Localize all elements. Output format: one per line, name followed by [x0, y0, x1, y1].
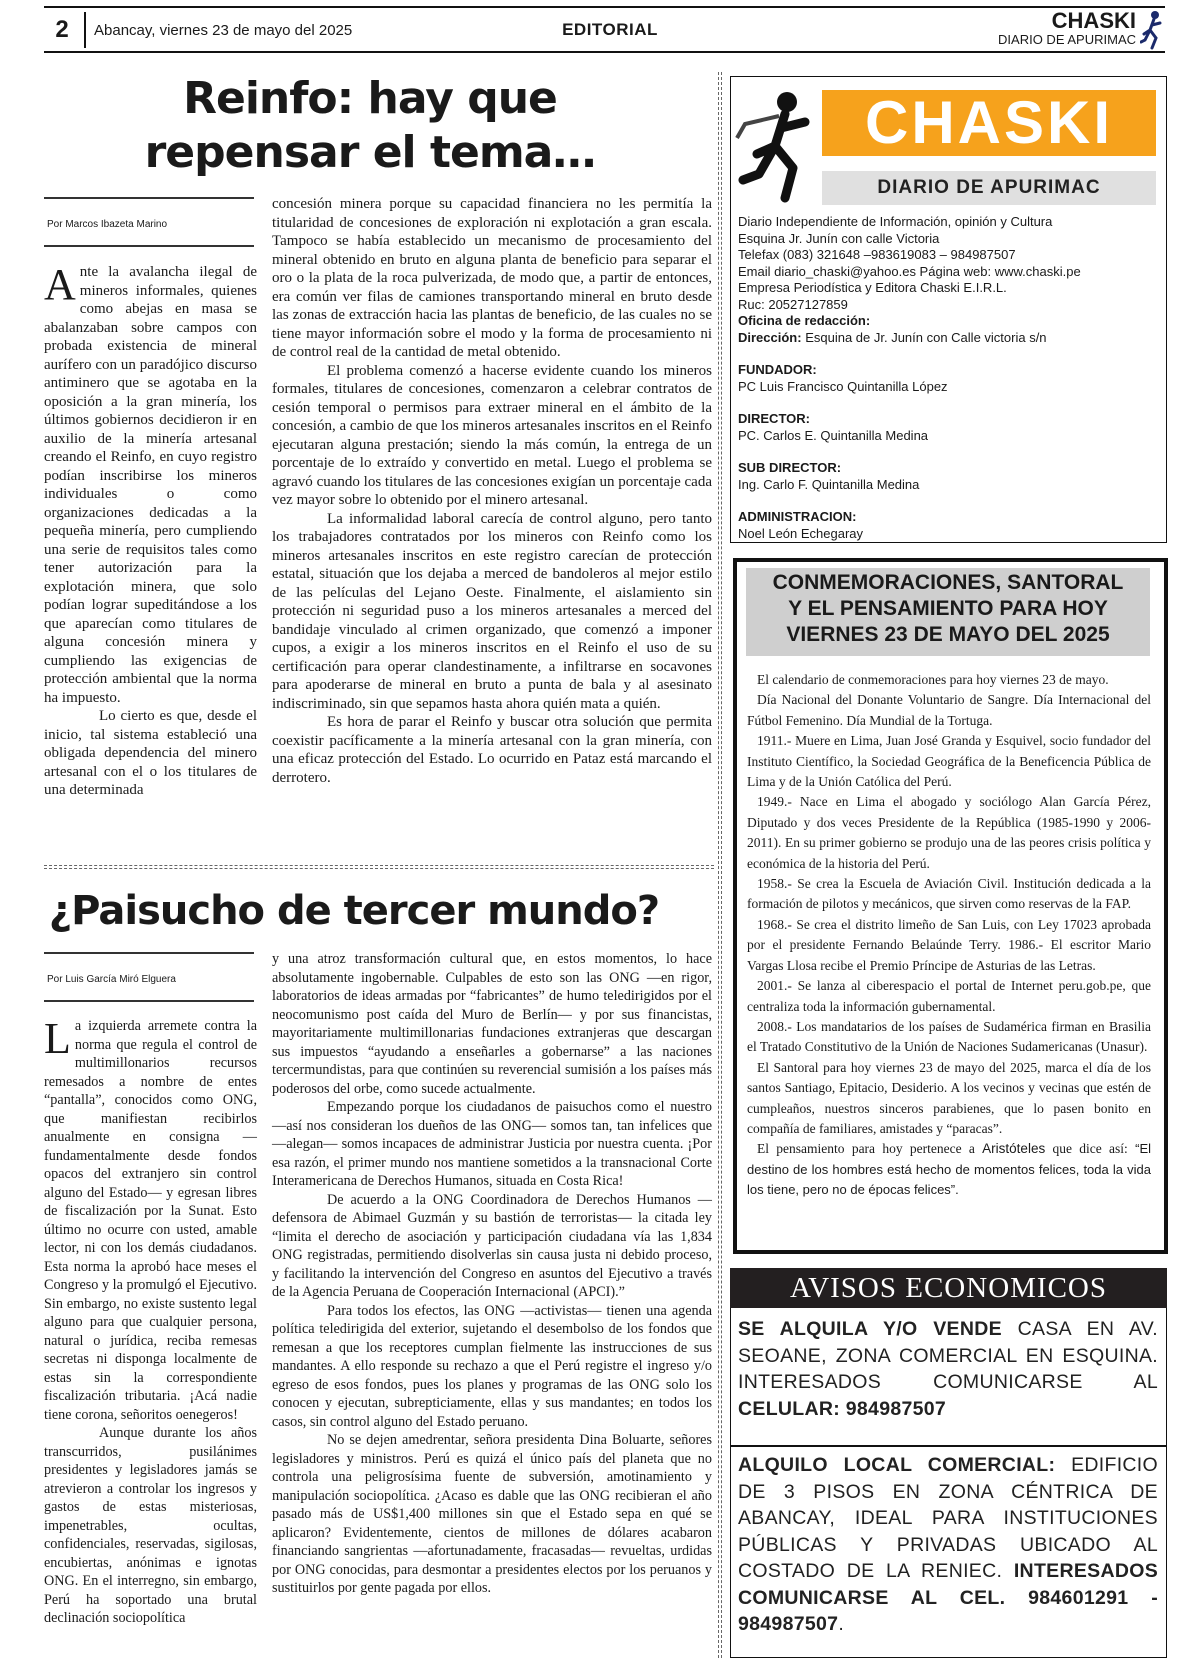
article2-headline: ¿Paisucho de tercer mundo? [48, 888, 660, 934]
conmemoracion-item: 1968.- Se crea el distrito limeño de San Luis, con Ley 17023 aprobada por el presidente Fernando Belaúnde Terry. 1986.- El escritor Mario Vargas Llosa recibe el Premio Príncipe de Asturias de las Letras. [747, 916, 1151, 973]
masthead-fundador-label: FUNDADOR: [738, 362, 817, 377]
avisos-title: AVISOS ECONOMICOS [730, 1268, 1167, 1308]
pensamiento [747, 1139, 1151, 1200]
article1-para: El problema comenzó a hacerse evidente cuando los mineros formales, titulares de concesiones, comenzaron a celebrar contratos de cesión temporal o permisos para extraer mineral en el ámbito de la concesión, a cambio de que los mineros artesanales inscritos en el Reinfo ejecutaran alguna prestación; siendo la más común, la entrega de un porcentaje de lo extraído y convertido en metal. Luego el problema se agravó cuando los titulares de las concesiones exigían un porcentaje cada vez mayor sobre lo obtenido por el minero artesanal. [272, 362, 712, 508]
conmemoraciones-title-line1: CONMEMORACIONES, SANTORAL [772, 571, 1124, 594]
aviso-2-end: . [838, 1613, 845, 1635]
header-bottom-rule [44, 51, 1165, 53]
masthead-info [738, 214, 1163, 542]
masthead-subdirector-value: Ing. Carlo F. Quintanilla Medina [738, 476, 920, 492]
article1-para: La informalidad laboral carecía de control alguno, pero tanto los trabajadores contratados por los mineros con Reinfo como los mineros artesanales inscritos en este registro carecían de protección estatal, situación que los dejaba a merced de bandoleros al mejor estilo de las películas del Lejano Oeste. Finalmente, el aislamiento sin protección ni seguridad puso a los mineros artesanales a merced del bandidaje vinculado al crimen organizado, que comenzó a imponer cupos, a exigir a los mineros inscritos en el Reinfo el uso de su certificación para operar clandestinamente, a infiltrarse en socavones para apoderarse de mineral en bruto a punta de bala y al asesinato indiscriminado, sin que sepamos hasta ahora quién mata a quién. [272, 510, 712, 712]
article1-column1 [44, 260, 257, 800]
header-divider [84, 12, 86, 48]
conmemoracion-item: 2008.- Los mandatarios de los países de Sudamérica firman en Brasilia el Tratado Constitutivo de la Unión de Naciones Sudamericanas (Unasur). [747, 1018, 1151, 1055]
masthead-line: Ruc: 20527127859 [738, 296, 848, 312]
aviso-2-heading: ALQUILO LOCAL COMERCIAL: [738, 1454, 1056, 1476]
masthead-line: Esquina Jr. Junín con calle Victoria [738, 230, 940, 246]
aviso-2-phone: INTERESADOS COMUNICARSE AL CEL. 984601291 - 984987507 [738, 1560, 1158, 1635]
aviso-2-text: EDIFICIO DE 3 PISOS EN ZONA CÉNTRICA DE ABANCAY, IDEAL PARA INSTITUCIONES PÚBLICAS Y PRIVADAS UBICADO AL COSTADO DE LA RENIEC. [738, 1454, 1158, 1582]
conmemoracion-item: 1911.- Muere en Lima, Juan José Granda y Esquivel, socio fundador del Instituto Científico, la Sociedad Geográfica de la Beneficencia Pública de Lima y de la Unión Católica del Perú. [747, 733, 1151, 790]
article2-byline: Por Luis García Miró Elguera [47, 974, 176, 985]
article2-dropcap: L [44, 1014, 71, 1063]
article2-column1 [44, 1014, 257, 1628]
masthead-logo-sub: DIARIO DE APURIMAC [822, 171, 1156, 205]
article2-column2 [272, 950, 712, 1598]
header-section: EDITORIAL [562, 20, 658, 39]
article2-para: De acuerdo a la ONG Coordinadora de Derechos Humanos —defensora de Abimael Guzmán y su bastión de terroristas— la citada ley “limita el derecho de asociación y participación ciudadana vía las 1,834 ONG registradas, permitiendo disolverlas sin causa justa ni debido proceso, y facilitando la intervención del Congreso en asuntos del Ejecutivo a través de la Agencia Peruana de Cooperación Internacional (APCI).” [272, 1191, 712, 1300]
conmemoracion-item: Día Nacional del Donante Voluntario de Sangre. Día Internacional del Fútbol Femenino. Día Mundial de la Tortuga. [747, 692, 1151, 728]
byline-rule-bottom [44, 245, 254, 247]
conmemoraciones-title-line2: Y EL PENSAMIENTO PARA HOY [788, 597, 1108, 620]
pensamiento-intro: El pensamiento para hoy pertenece a [757, 1141, 983, 1157]
header-date: Abancay, viernes 23 de mayo del 2025 [94, 22, 353, 39]
article1-dropcap: A [44, 260, 76, 309]
page-number: 2 [55, 16, 69, 43]
article-separator [44, 865, 714, 869]
byline-rule-top [44, 197, 254, 199]
article2-para-text: a izquierda arremete contra la norma que regula el control de multimillonarios recursos remesados a nombre de entes “pantalla”, conocidos como ONG, que manifiestan recibirlos anualmente en consigna —fundamentalmente desde fondos opacos del extranjero sin control alguno del Estado— y egresan libres de fiscalización por la Sunat. Esto último no ocurre con usted, amable lector, ni con los demás ciudadanos. Esta norma la aprobó hace meses el Congreso y la promulgó el Ejecutivo. Sin embargo, no existe sustento legal alguno para que cualquier persona, natural o jurídica, reciba remesas secretas ni disponga localmente de estas sin la correspondiente fiscalización tributaria. ¡Acá nadie tiene corona, señoritos oenegeros! [44, 1018, 257, 1423]
article1-column2 [272, 195, 712, 787]
article2-para [44, 1014, 257, 1424]
masthead-line: Email diario_chaski@yahoo.es Página web: www.chaski.pe [738, 263, 1081, 279]
aviso-1-phone: CELULAR: 984987507 [738, 1397, 947, 1420]
conmemoracion-item: El Santoral para hoy viernes 23 de mayo del 2025, marca el día de los santos Santiago, Epitacio, Desiderio. A los vecinos y vecinas que estén de cumpleaños, nuestros sinceros parabienes, que lo pasen bonito en compañía de familiares, amistades y “paracas”. [747, 1059, 1151, 1136]
masthead-director-label: DIRECTOR: [738, 411, 810, 426]
masthead-director-value: PC. Carlos E. Quintanilla Medina [738, 427, 929, 443]
header-top-rule [44, 6, 1165, 8]
byline-rule-bottom [44, 1000, 254, 1002]
masthead-line: Empresa Periodística y Editora Chaski E.I.R.L. [738, 280, 1007, 295]
conmemoraciones-body [747, 670, 1151, 1201]
article2-para: y una atroz transformación cultural que, en estos momentos, lo hace absolutamente ingobernable. Culpables de esto son las ONG —en rigor, laboratorios de ideas armadas por “fabricantes” de humo teledirigidos por el neocomunismo post caída del Muro de Berlín— y por sus financistas, mayoritariamente multimillonarias fundaciones extranjeras que descargan sus impuestos “ayudando a enseñarles a gobernarse” a las naciones tercermundistas, para que continúen su reverencial sumisión a los países más poderosos del orbe, como sucede actualmente. [272, 951, 712, 1097]
pensamiento-mid: que dice así: [1045, 1141, 1136, 1157]
article1-headline-line2: repensar el tema… [144, 127, 596, 178]
masthead-line: Diario Independiente de Información, opinión y Cultura [738, 214, 1053, 229]
article1-para: Lo cierto es que, desde el inicio, tal sistema estableció una obligada dependencia del minero artesanal con el o los titulares de una determinada [44, 708, 257, 798]
runner-logo-icon [735, 88, 825, 206]
runner-logo-icon [1140, 10, 1166, 50]
article1-headline [90, 72, 650, 180]
masthead-oficina-label: Oficina de redacción: [738, 313, 871, 328]
masthead-direccion-label: Dirección: [738, 329, 802, 345]
byline-rule-top [44, 952, 254, 954]
masthead-line: Telefax (083) 321648 –983619083 – 984987507 [738, 247, 1016, 262]
aviso-1-heading: SE ALQUILA Y/O VENDE [738, 1318, 1002, 1340]
column-separator [718, 72, 722, 1658]
header-brand: CHASKI [1051, 8, 1136, 33]
conmemoracion-item: El calendario de conmemoraciones para hoy viernes 23 de mayo. [757, 672, 1109, 687]
aviso-1-text: CASA EN AV. SEOANE, ZONA COMERCIAL EN ESQUINA. INTERESADOS COMUNICARSE AL [738, 1318, 1158, 1393]
masthead-admin-label: ADMINISTRACION: [738, 509, 857, 524]
article2-para: No se dejen amedrentar, señora presidenta Dina Boluarte, señores legisladores y ministros. Perú es quizá el único país del planeta que no controla una peligrosísima fuente de subversión, amotinamiento y manipulación sociopolítica. ¿Acaso es dable que las ONG recibieran el año pasado más de US$1,400 millones sin que el Estado sepa en qué se aplicaron? Evidentemente, cientos de millones de dólares acabaron financiando sangrientas —afortunadamente, fracasadas— revueltas, urdidas por ONG conocidas, para desmontar a presidentes electos por los peruanos y sustituirlos por gente pagada por ellos. [272, 1432, 712, 1596]
article1-para-text: nte la avalancha ilegal de mineros informales, quienes como abejas en masa se abalanzaban sobre campos con probada existencia de mineral aurífero con un paradójico discurso antiminero que se agotaba en la oposición a la gran minería, los últimos gobiernos decidieron ir en auxilio de la minería artesanal creando el Reinfo, en cuyo registro podían inscribirse los mineros individuales o como organizaciones dedicadas a la pequeña minería, pero cumpliendo una serie de requisitos tales como tener autorización para la explotación minera, que solo podían lograr supeditándose a los que aparecían como titulares de alguna concesión minera y cumpliendo las exigencias de protección ambiental que la norma ha impuesto. [44, 264, 257, 706]
article1-para [44, 260, 257, 707]
article1-headline-line1: Reinfo: hay que [183, 73, 557, 124]
masthead-logo: CHASKI [822, 90, 1156, 156]
masthead-direccion [738, 330, 1163, 347]
aviso-separator [730, 1445, 1167, 1447]
conmemoracion-item: 1949.- Nace en Lima el abogado y sociólogo Alan García Pérez, Diputado y dos veces Presidente de la República (1985-1990 y 2006-2011). En su primer gobierno se produjo una de las peores crisis política y económica de la historia del Perú. [747, 794, 1151, 871]
header-brand-sub: DIARIO DE APURIMAC [998, 32, 1136, 47]
masthead-direccion-value: Esquina de Jr. Junín con Calle victoria s/n [801, 329, 1047, 345]
article1-byline: Por Marcos Ibazeta Marino [47, 219, 168, 230]
article1-para: concesión minera porque su capacidad financiera no les permitía la titularidad de concesiones de exploración ni explotación a gran escala. Tampoco se había establecido un mecanismo de procesamiento del mineral obtenido en bruto en alguna planta de beneficio para separar el oro o la plata de la roca pulverizada, de modo que, a partir de entonces, era común ver filas de camiones transportando mineral en bruto desde las zonas de extracción hacia las plantas de beneficio, de las cuales no se tiene mayor información sobre el modo y la forma de procesamiento ni de control real de la cantidad de metal obtenido. [272, 196, 712, 360]
conmemoracion-item: 1958.- Se crea la Escuela de Aviación Civil. Institución dedicada a la formación de pilotos y mecánicos, que sirven como reservas de la FAP. [747, 876, 1151, 912]
article2-para: Empezando porque los ciudadanos de paisuchos como el nuestro —así nos consideran los dueños de las ONG— somos tan, tan infelices que —alegan— somos incapaces de administrar Justicia por nuestra cuenta. ¡Por esa razón, el primer mundo nos mantiene sometidos a la transnacional Corte Interamericana de Derechos Humanos, situada en Costa Rica! [272, 1099, 712, 1189]
pensamiento-author: Aristóteles [982, 1141, 1046, 1157]
aviso-2 [738, 1452, 1158, 1638]
conmemoraciones-title [746, 570, 1150, 648]
masthead-admin-value: Noel León Echegaray [738, 525, 864, 541]
masthead-fundador-value: PC Luis Francisco Quintanilla López [738, 378, 948, 394]
conmemoraciones-title-line3: VIERNES 23 DE MAYO DEL 2025 [786, 623, 1110, 646]
aviso-1 [738, 1316, 1158, 1422]
article1-para: Es hora de parar el Reinfo y buscar otra solución que permita coexistir pacíficamente a la minería artesanal con la gran minería, con una eficaz protección del Estado. Lo ocurrido en Pataz está marcando el derrotero. [272, 714, 712, 786]
conmemoracion-item: 2001.- Se lanza al ciberespacio el portal de Internet peru.gob.pe, que centraliza toda la información gubernamental. [747, 978, 1151, 1014]
article2-para: Para todos los efectos, las ONG —activistas— tienen una agenda política teledirigida del exterior, sujetando el desembolso de los fondos que remesan a que los receptores cumplan fielmente las instrucciones de sus mandantes. A ello responde su rechazo a que el Perú registre el ingreso y/o egreso de esos fondos, pues los planes y programas de las ONG solo los conocen y ejecutan, subrepticiamente, ellas y sus mandantes; en todos los casos, sin control alguno del Estado peruano. [272, 1302, 712, 1430]
pensamiento-quote: “El destino de los hombres está hecho de momentos felices, toda la vida los tiene, pero no de épocas felices”. [747, 1141, 1151, 1198]
masthead-subdirector-label: SUB DIRECTOR: [738, 460, 842, 475]
article2-para: Aunque durante los años transcurridos, pusilánimes presidentes y legisladores jamás se atrevieron a controlar los ingresos y gastos de estas misteriosas, impenetrables, ocultas, confidenciales, reservadas, sigilosas, encubiertas, anónimas e ignotas ONG. En el interregno, sin embargo, Perú ha soportado una brutal declinación sociopolítica [44, 1425, 257, 1626]
